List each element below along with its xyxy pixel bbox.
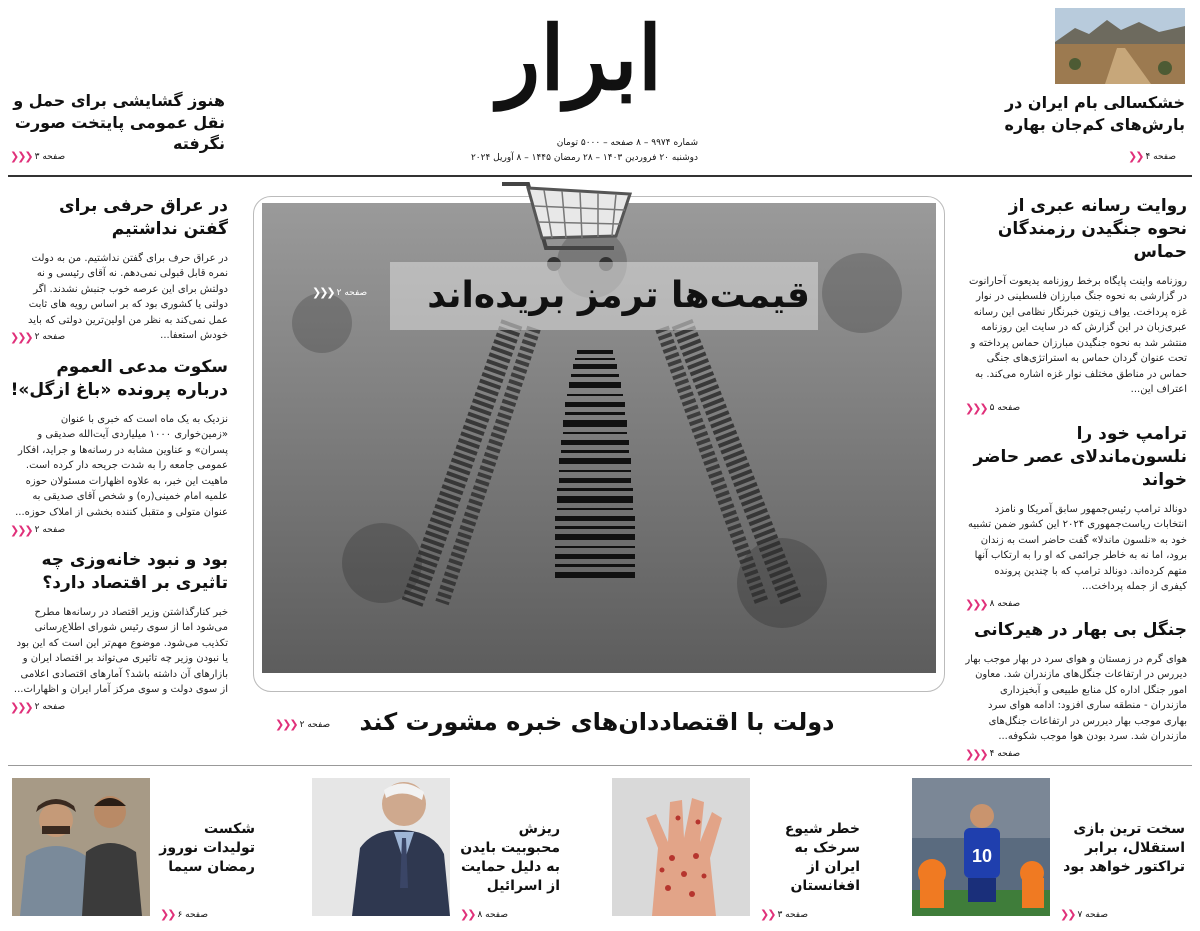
left-story-3-body: خبر کنارگذاشتن وزیر اقتصاد در رسانه‌ها مطرح می‌شود اما از سوی رئیس شورای اطلاع‌رسانی تکذیب می‌شود. موضوع مهم‌تر این است که این بود یا نبودن وزیر چه تاثیری می‌تواند بر اقتصاد ایران و بازارهای آن داشته باشد؟ آمارهای اقتصادی اعلامی از سوی دولت و سوی مرکز آمار ایران و اظهارات... — [13, 606, 228, 696]
chevron-left-icon: ❮❮ — [160, 908, 175, 921]
bottom-3-page-ref[interactable]: صفحه ۸ ❮❮ — [460, 908, 508, 921]
bottom-1-headline[interactable]: سخت ترین بازی استقلال، برابر تراکتور خواهد بود — [1063, 821, 1185, 875]
right-story-1-body: روزنامه واینت پایگاه برخط روزنامه یدیعوت آحارانوت در گزارشی به نحوه جنگ مبارزان فلسطینی در نوار غزه پرداخت. یواف زیتون خبرنگار نظامی این رسانه عبری‌زبان در این گزارش که در سایت این روزنامه منتشر شد به نحوه جنگیدن مبارزان حماس پرداخته و تحت عنوان گردان حماس به استراتژی‌های جنگی حماس در مناطق مختلف نوار غزه اشاره می‌کند. به اعتراف این... — [969, 275, 1187, 396]
left-story-1 — [10, 195, 228, 344]
tv-series-photo — [12, 778, 150, 916]
masthead-logo: ابرار — [497, 6, 663, 110]
top-right-page-ref[interactable]: صفحه ۴ ❮❮ — [1128, 150, 1176, 163]
measles-hand-photo — [612, 778, 750, 916]
bottom-1-page-ref[interactable]: صفحه ۷ ❮❮ — [1060, 908, 1108, 921]
main-headline[interactable]: قیمت‌ها ترمز بریده‌اند — [427, 275, 810, 316]
top-left-page-ref[interactable]: صفحه ۳ ❮❮❮ — [10, 150, 66, 163]
right-story-2-headline[interactable]: ترامپ خود را نلسون‌ماندلای عصر حاضر خواند — [973, 423, 1187, 490]
top-right-headline[interactable]: خشکسالی بام ایران در بارش‌های کم‌جان بهاره — [1004, 93, 1185, 134]
left-column — [10, 195, 228, 714]
right-story-2-page-ref[interactable]: صفحه ۸ ❮❮❮ — [965, 597, 1021, 611]
svg-text:10: 10 — [971, 846, 993, 866]
secondary-page-ref[interactable]: صفحه ۲ ❮❮❮ — [275, 718, 331, 731]
bottom-4-headline[interactable]: شکست تولیدات نوروز رمضان سیما — [159, 821, 255, 875]
right-story-3-headline[interactable]: جنگل بی بهار در هیرکانی — [974, 619, 1187, 640]
left-story-1-headline[interactable]: در عراق حرفی برای گفتن نداشتیم — [58, 196, 228, 239]
chevron-left-icon: ❮❮❮ — [10, 330, 32, 344]
chevron-left-icon: ❮❮❮ — [965, 597, 987, 611]
chevron-left-icon: ❮❮ — [1060, 908, 1075, 921]
biden-photo — [312, 778, 450, 916]
right-story-2-body: دونالد ترامپ رئیس‌جمهور سابق آمریکا و نامزد انتخابات ریاست‌جمهوری ۲۰۲۴ این کشور ضمن تشبیه خود به «نلسون ماندلا» گفت حاضر است به زندان برود، اما نه به خاطر جرائمی که او را به ارتکاب آنها متهم کرده‌اند. دونالد ترامپ که با چندین پرونده کیفری از جمله پرداخت... — [968, 503, 1187, 593]
top-left-headline[interactable]: هنوز گشایشی برای حمل و نقل عمومی پایتخت صورت نگرفته — [13, 91, 225, 154]
chevron-left-icon: ❮❮❮ — [965, 747, 987, 761]
drought-photo — [1055, 8, 1185, 84]
chevron-left-icon: ❮❮❮ — [965, 401, 987, 415]
chevron-left-icon: ❮❮❮ — [10, 150, 32, 163]
main-page-ref[interactable]: صفحه ۲ ❮❮❮ — [312, 286, 368, 299]
left-story-2-body: نزدیک به یک ماه است که خبری با عنوان «زمین‌خواری ۱۰۰۰ میلیاردی آیت‌الله صدیقی و پسران» و عناوین مشابه در رسانه‌ها و جراید، افکار عمومی جامعه را به شدت جریحه دار کرده است. ماهیت این خبر، به علاوه اظهارات مسئولان حوزه علمیه امام خمینی(ره) و شخص آقای صدیقی به عنوان متولی و متقبل کننده بخشی از املاک حوزه... — [15, 413, 228, 518]
right-column — [965, 195, 1187, 761]
right-story-3 — [965, 619, 1187, 761]
chevron-left-icon: ❮❮❮ — [10, 700, 32, 714]
issue-line: شماره ۹۹۷۴ – ۸ صفحه – ۵۰۰۰ تومان — [556, 138, 698, 148]
chevron-left-icon: ❮❮❮ — [275, 718, 297, 731]
right-story-3-body: هوای گرم در زمستان و هوای سرد در بهار موجب بهار دیررس در ارتفاعات جنگل‌های مازندران شد. معاون امور جنگل اداره کل منابع طبیعی و آبخیزداری مازندران - منطقه ساری افزود: ادامه هوای سرد بهاری موجب بهار دیررس در ارتفاعات جنگل‌های مازندران شد. سرد بودن هوا موجب شکوفه... — [965, 653, 1187, 743]
left-story-2 — [10, 356, 228, 537]
left-story-1-body: در عراق حرف برای گفتن نداشتیم. من به دولت نمره قابل قبولی نمی‌دهم. نه آقای رئیسی و نه دولتش برای این عرصه خوب جنبش نشدند. اگر دولتی یا کشوری بود که بر اساس رویه های ثابت عمل نمی‌کند به نظر من اولین‌ترین دولتی که باید خودش استعفا... — [28, 252, 228, 342]
left-story-3 — [10, 549, 228, 714]
football-photo — [912, 778, 1050, 916]
right-story-1-headline[interactable]: روایت رسانه عبری از نحوه جنگیدن رزمندگان حماس — [997, 196, 1187, 262]
right-story-1 — [965, 195, 1187, 415]
bottom-2-page-ref[interactable]: صفحه ۳ ❮❮ — [760, 908, 808, 921]
left-story-1-page-ref[interactable]: صفحه ۲ ❮❮❮ — [10, 330, 66, 344]
chevron-left-icon: ❮❮ — [760, 908, 775, 921]
chevron-left-icon: ❮❮ — [460, 908, 475, 921]
bottom-3-headline[interactable]: ریزش محبوبیت بایدن به دلیل حمایت از اسرائیل — [460, 821, 560, 894]
left-story-3-headline[interactable]: بود و نبود خانه‌وزی چه تاثیری بر اقتصاد دارد؟ — [41, 549, 228, 593]
bottom-2-headline[interactable]: خطر شیوع سرخک به ایران از افغانستان — [784, 821, 860, 894]
left-story-3-page-ref[interactable]: صفحه ۲ ❮❮❮ — [10, 700, 66, 714]
left-story-2-headline[interactable]: سکوت مدعی العموم درباره پرونده «باغ ازگل»! — [10, 356, 228, 400]
right-story-1-page-ref[interactable]: صفحه ۵ ❮❮❮ — [965, 401, 1021, 415]
right-story-2 — [965, 423, 1187, 611]
bottom-row-divider — [8, 765, 1192, 766]
chevron-left-icon: ❮❮❮ — [312, 286, 334, 299]
bottom-4-page-ref[interactable]: صفحه ۶ ❮❮ — [160, 908, 208, 921]
barcode-icon — [555, 350, 645, 594]
right-story-3-page-ref[interactable]: صفحه ۴ ❮❮❮ — [965, 747, 1021, 761]
chevron-left-icon: ❮❮❮ — [10, 523, 32, 537]
secondary-headline[interactable]: دولت با اقتصاددان‌های خبره مشورت کند — [359, 708, 835, 736]
left-story-2-page-ref[interactable]: صفحه ۲ ❮❮❮ — [10, 523, 66, 537]
date-line: دوشنبه ۲۰ فروردین ۱۴۰۳ – ۲۸ رمضان ۱۴۴۵ – ۸ آوریل ۲۰۲۴ — [470, 153, 698, 163]
chevron-left-icon: ❮❮ — [1128, 150, 1143, 163]
